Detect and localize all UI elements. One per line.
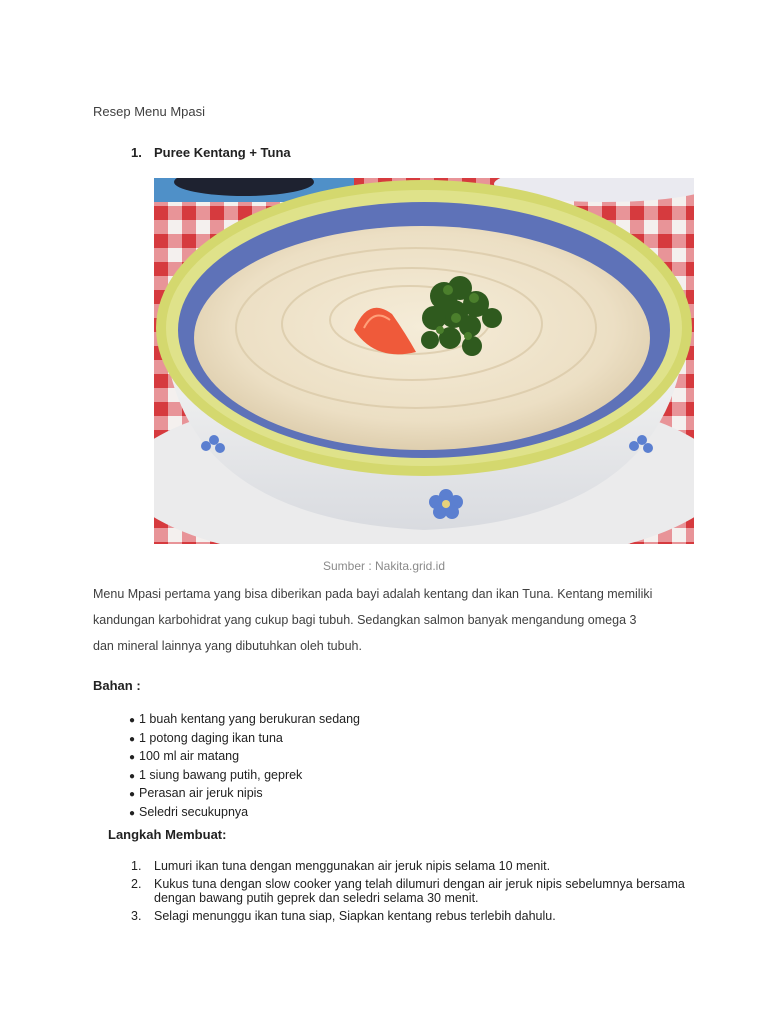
step-text: Lumuri ikan tuna dengan menggunakan air jeruk nipis selama 10 menit. bbox=[154, 859, 551, 873]
bullet-icon: ● bbox=[129, 770, 136, 782]
intro-line: Menu Mpasi pertama yang bisa diberikan pada bayi adalah kentang dan ikan Tuna. Kentang memiliki bbox=[93, 587, 653, 601]
step-text: Kukus tuna dengan slow cooker yang telah dilumuri dengan air jeruk nipis sebelumnya bersama dengan bawang putih geprek dan seledri selama 30 menit. bbox=[154, 876, 685, 905]
list-item bbox=[131, 877, 691, 906]
intro-line: kandungan karbohidrat yang cukup bagi tubuh. Sedangkan salmon banyak mengandung omega 3 bbox=[93, 613, 637, 627]
puree-bowl-illustration bbox=[154, 178, 694, 544]
step-text: Selagi menunggu ikan tuna siap, Siapkan kentang rebus terlebih dahulu. bbox=[154, 908, 556, 923]
step-number: 1. bbox=[131, 859, 142, 873]
list-item: ● 100 ml air matang bbox=[129, 748, 360, 767]
intro-paragraph bbox=[93, 581, 693, 659]
list-item: ● 1 siung bawang putih, geprek bbox=[129, 767, 360, 786]
list-item: ● Seledri secukupnya bbox=[129, 804, 360, 823]
steps-list bbox=[131, 859, 691, 926]
bullet-icon: ● bbox=[129, 807, 136, 819]
intro-line: dan mineral lainnya yang dibutuhkan oleh tubuh. bbox=[93, 639, 362, 653]
list-item: ● 1 potong daging ikan tuna bbox=[129, 730, 360, 749]
step-number: 3. bbox=[131, 908, 142, 923]
list-item bbox=[131, 859, 691, 874]
list-item bbox=[131, 909, 691, 924]
bullet-icon: ● bbox=[129, 789, 136, 800]
step-number: 2. bbox=[131, 876, 142, 891]
recipe-number: 1. bbox=[131, 145, 142, 160]
steps-heading: Langkah Membuat: bbox=[108, 827, 227, 842]
list-item: ● Perasan air jeruk nipis bbox=[129, 785, 360, 804]
list-item: ● 1 buah kentang yang berukuran sedang bbox=[129, 711, 360, 730]
bullet-icon: ● bbox=[129, 715, 136, 726]
ingredients-heading: Bahan : bbox=[93, 678, 141, 693]
image-caption: Sumber : Nakita.grid.id bbox=[322, 559, 446, 573]
recipe-title: Puree Kentang + Tuna bbox=[154, 145, 291, 160]
ingredients-list bbox=[129, 711, 360, 822]
recipe-heading bbox=[131, 145, 291, 160]
puree-bowl-photo bbox=[154, 178, 694, 544]
bullet-icon: ● bbox=[129, 752, 136, 763]
bullet-icon: ● bbox=[129, 733, 136, 745]
document-title: Resep Menu Mpasi bbox=[93, 104, 205, 119]
